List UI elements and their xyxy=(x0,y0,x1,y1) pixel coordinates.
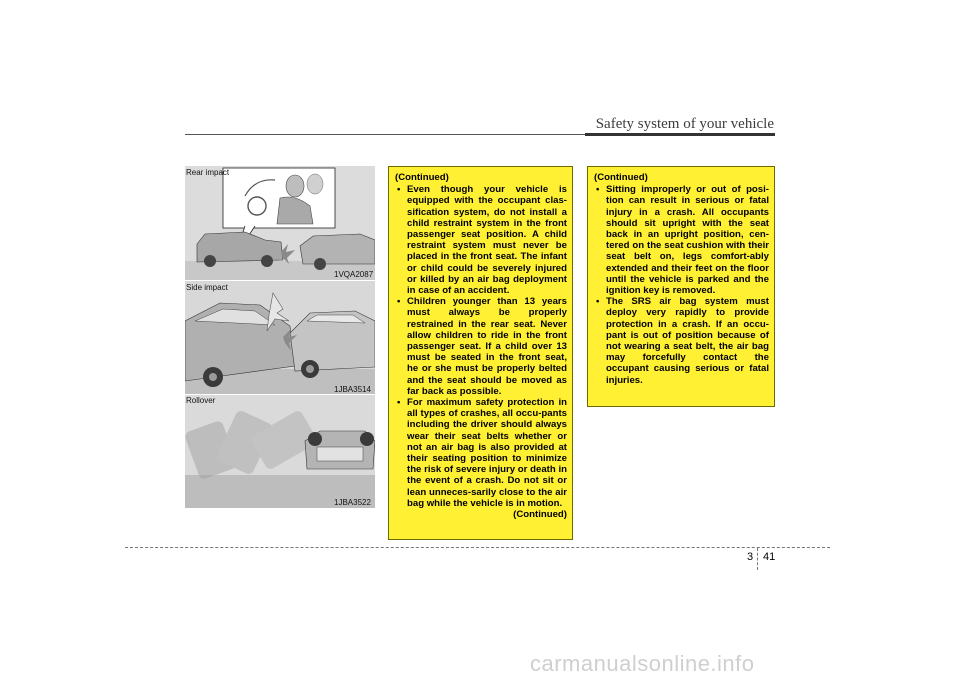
warning-list xyxy=(395,184,567,509)
figure-code-rear: 1VQA2087 xyxy=(334,270,374,279)
figure-rollover xyxy=(185,395,375,508)
continued-footer: (Continued) xyxy=(513,509,567,521)
list-item-text: Children younger than 13 years must always be properly restrained in the rear seat. Never allow children to ride in the front passenger seat. If a child over 13 must be seated in the front seat, he or she must be properly belted and the seat should be moved as far back as possible. xyxy=(407,296,567,397)
watermark: carmanualsonline.info xyxy=(530,651,755,676)
list-item-text: Sitting improperly or out of posi-tion can result in serious or fatal injury in a crash. All occupants should sit upright with the seat back in an upright position, cen-tered on the seat cushion with their seat belt on, legs comfort-ably extended and their feet on the floor until the vehicle is parked and the ignition key is removed. xyxy=(606,184,769,297)
list-item-text: For maximum safety protection in all types of crashes, all occu-pants including the driver should always wear their seat belts whether or not an air bag is also provided at their seating position to minimize the risk of severe injury or death in the event of a crash. Do not sit or lean unneces-sarily close to the air bag while the vehicle is in motion. xyxy=(407,397,567,509)
warning-list xyxy=(594,184,769,386)
bullet-icon: • xyxy=(596,296,600,308)
bullet-icon: • xyxy=(397,296,401,308)
warning-box-right xyxy=(587,166,775,407)
list-item xyxy=(594,184,769,296)
figure-side-impact xyxy=(185,281,375,394)
list-item-text: The SRS air bag system must deploy very rapidly to provide protection in a crash. If an occu-pant is out of position because of not wearing a seat belt, the air bag may forcefully contact the occupant causing serious or fatal injuries. xyxy=(606,296,769,386)
list-item xyxy=(395,397,567,509)
list-item-text: Even though your vehicle is equipped with the occupant clas-sification system, do not install a child restraint system in the front passenger seat position. A child restraint system must never be placed in the front seat. The infant or child could be severely injured or killed by an air bag deployment in case of an accident. xyxy=(407,184,567,297)
bullet-icon: • xyxy=(397,397,401,409)
footer-divider xyxy=(125,547,830,548)
list-item xyxy=(395,296,567,397)
figure-code-side: 1JBA3514 xyxy=(334,385,371,394)
section-title: Safety system of your vehicle xyxy=(595,116,774,132)
figure-code-rollover: 1JBA3522 xyxy=(334,498,371,507)
page-number-separator xyxy=(757,548,758,570)
figure-rear-impact xyxy=(185,166,375,280)
rollover-illustration xyxy=(185,395,375,508)
side-impact-illustration xyxy=(185,281,375,394)
chapter-number: 3 xyxy=(747,551,754,563)
list-item xyxy=(395,184,567,296)
rear-impact-illustration xyxy=(185,166,375,280)
figure-caption-side: Side impact xyxy=(186,283,228,292)
figure-caption-rollover: Rollover xyxy=(186,396,216,405)
continued-heading: (Continued) xyxy=(395,172,449,183)
warning-box-middle xyxy=(388,166,573,540)
continued-heading: (Continued) xyxy=(594,172,648,183)
bullet-icon: • xyxy=(596,184,600,196)
header-rule-accent xyxy=(585,133,775,136)
figure-caption-rear: Rear impact xyxy=(186,168,230,177)
bullet-icon: • xyxy=(397,184,401,196)
list-item xyxy=(594,296,769,386)
page-number: 41 xyxy=(763,551,776,563)
